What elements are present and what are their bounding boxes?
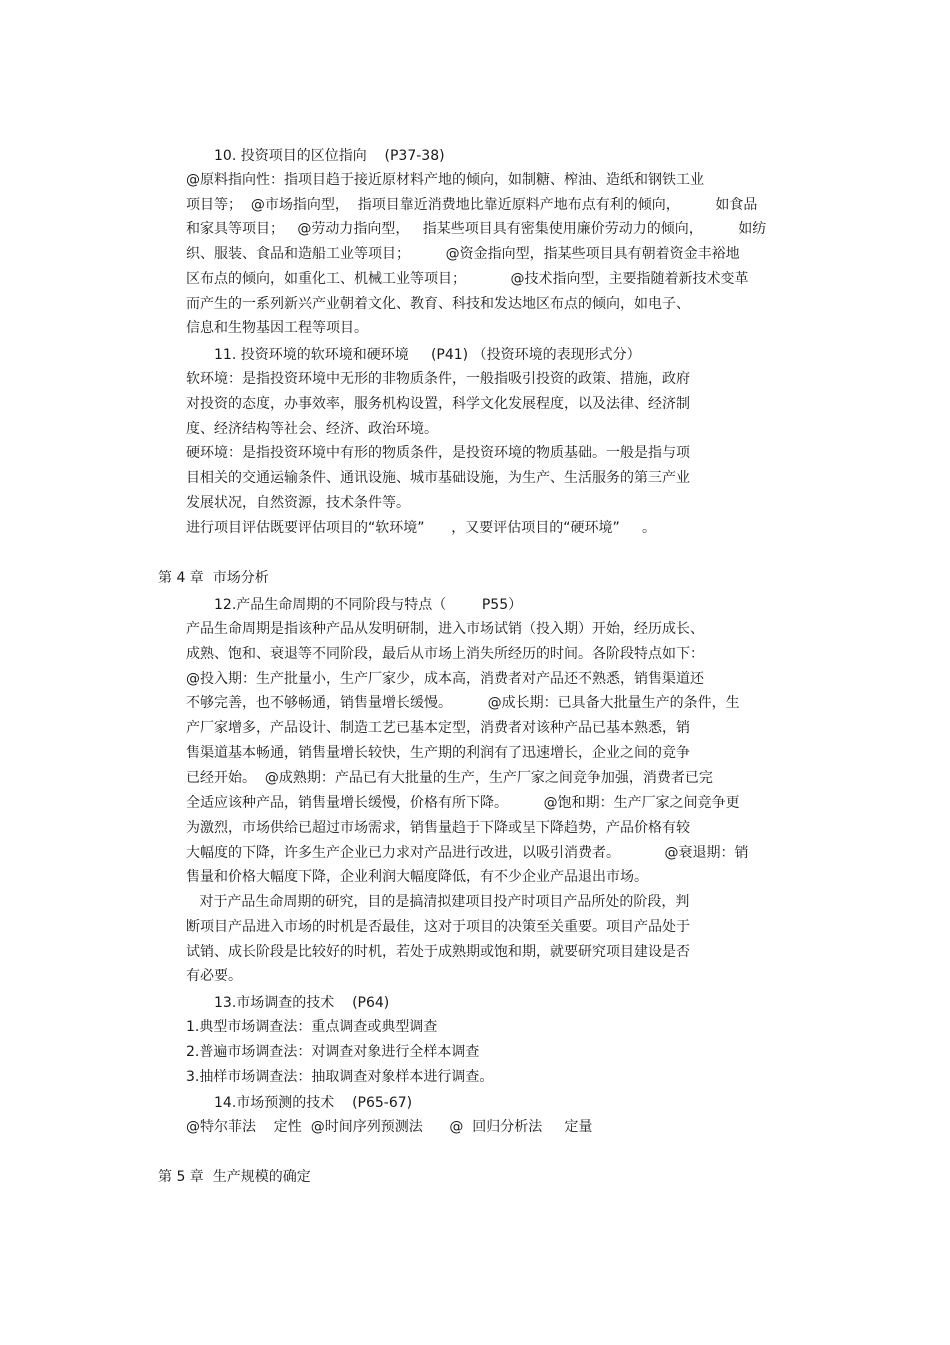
section-12-line: 售量和价格大幅度下降，企业利润大幅度降低，有不少企业产品退出市场。 — [186, 869, 648, 885]
section-13-line: 2.普遍市场调查法：对调查对象进行全样本调查 — [186, 1044, 480, 1060]
section-12-line: 产品生命周期是指该种产品从发明研制，进入市场试销（投入期）开始，经历成长、 — [186, 621, 704, 637]
section-11-heading: 11. 投资环境的软环境和硬环境 (P41) （投资环境的表现形式分） — [214, 347, 641, 363]
section-12-line: 断项目产品进入市场的时机是否最佳，这对于项目的决策至关重要。项目产品处于 — [186, 919, 690, 935]
section-10-line: 信息和生物基因工程等项目。 — [186, 320, 368, 336]
section-11-line: 进行项目评估既要评估项目的“软环境” ，又要评估项目的“硬环境” 。 — [186, 520, 656, 536]
section-11-line: 目相关的交通运输条件、通讯设施、城市基础设施，为生产、生活服务的第三产业 — [186, 470, 690, 486]
section-12-heading: 12.产品生命周期的不同阶段与特点（ P55） — [214, 597, 523, 613]
section-11-line: 度、经济结构等社会、经济、政治环境。 — [186, 421, 438, 437]
chapter-5-title: 第 5 章 生产规模的确定 — [158, 1169, 311, 1185]
section-10-line: @原料指向性：指项目趋于接近原材料产地的倾向，如制糖、榨油、造纸和钢铁工业 — [186, 172, 704, 188]
chapter-4-title: 第 4 章 市场分析 — [158, 570, 269, 586]
section-12-line: 试销、成长阶段是比较好的时机，若处于成熟期或饱和期，就要研究项目建设是否 — [186, 944, 690, 960]
section-12-line: 全适应该种产品，销售量增长缓慢，价格有所下降。 @饱和期：生产厂家之间竞争更 — [186, 795, 740, 811]
section-13-line: 3.抽样市场调查法：抽取调查对象样本进行调查。 — [186, 1069, 494, 1085]
section-13-line: 1.典型市场调查法：重点调查或典型调查 — [186, 1019, 438, 1035]
section-10-line: 织、服装、食品和造船工业等项目； @资金指向型，指某些项目具有朝着资金丰裕地 — [186, 246, 740, 262]
section-10-line: 而产生的一系列新兴产业朝着文化、教育、科技和发达地区布点的倾向，如电子、 — [186, 296, 690, 312]
section-10-line: 区布点的倾向，如重化工、机械工业等项目； @技术指向型，主要指随着新技术变革 — [186, 271, 749, 287]
section-14-line: @特尔菲法 定性 @时间序列预测法 @ 回归分析法 定量 — [186, 1119, 593, 1135]
section-12-line: 不够完善，也不够畅通，销售量增长缓慢。 @成长期：已具备大批量生产的条件，生 — [186, 695, 740, 711]
section-12-line: 有必要。 — [186, 968, 242, 984]
section-14-heading: 14.市场预测的技术 (P65-67) — [214, 1095, 413, 1111]
section-12-line: 大幅度的下降，许多生产企业已力求对产品进行改进，以吸引消费者。 @衰退期：销 — [186, 845, 749, 861]
section-12-line: 产厂家增多，产品设计、制造工艺已基本定型，消费者对该种产品已基本熟悉，销 — [186, 720, 690, 736]
section-12-line: @投入期：生产批量小，生产厂家少，成本高，消费者对产品还不熟悉，销售渠道还 — [186, 671, 704, 687]
section-10-line: 和家具等项目； @劳动力指向型， 指某些项目具有密集使用廉价劳动力的倾向， 如纺 — [186, 221, 767, 237]
section-11-line: 软环境：是指投资环境中无形的非物质条件，一般指吸引投资的政策、措施，政府 — [186, 371, 690, 387]
section-10-line: 项目等； @市场指向型， 指项目靠近消费地比靠近原料产地布点有利的倾向， 如食品 — [186, 197, 758, 213]
section-11-line: 发展状况，自然资源，技术条件等。 — [186, 495, 410, 511]
section-11-line: 硬环境：是指投资环境中有形的物质条件，是投资环境的物质基础。一般是指与项 — [186, 445, 690, 461]
section-10-heading: 10. 投资项目的区位指向 (P37-38) — [214, 148, 445, 164]
section-12-line: 售渠道基本畅通，销售量增长较快，生产期的利润有了迅速增长，企业之间的竞争 — [186, 745, 690, 761]
section-11-line: 对投资的态度，办事效率，服务机构设置，科学文化发展程度，以及法律、经济制 — [186, 396, 690, 412]
section-12-line: 成熟、饱和、衰退等不同阶段，最后从市场上消失所经历的时间。各阶段特点如下： — [186, 646, 704, 662]
section-12-line: 为激烈，市场供给已超过市场需求，销售量趋于下降或呈下降趋势，产品价格有较 — [186, 820, 690, 836]
section-13-heading: 13.市场调查的技术 (P64) — [214, 995, 390, 1011]
section-12-line: 已经开始。 @成熟期：产品已有大批量的生产，生产厂家之间竞争加强，消费者已完 — [186, 770, 713, 786]
section-12-line: 对于产品生命周期的研究，目的是搞清拟建项目投产时项目产品所处的阶段，判 — [186, 894, 690, 910]
